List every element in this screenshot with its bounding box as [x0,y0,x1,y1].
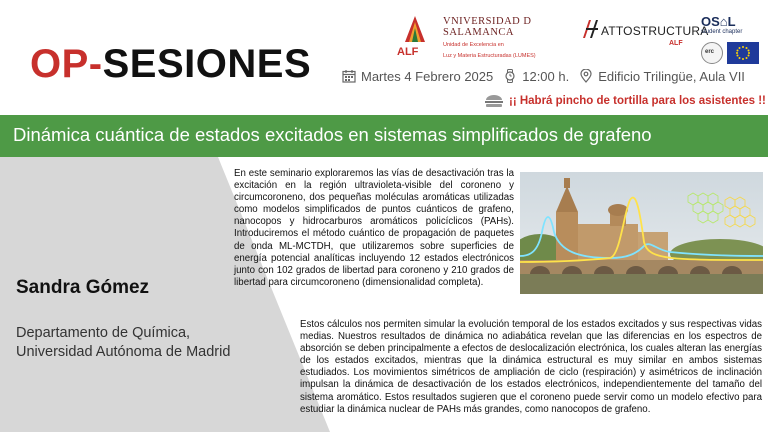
series-title [30,42,311,87]
usal-sub-2: Luz y Materia Estructuradas (LUMES) [443,53,536,59]
salamanca-cathedral-photo [520,172,763,294]
erc-text: erc [705,49,715,55]
osal-logo [701,14,749,35]
erc-logo [701,42,723,64]
watch-icon [503,69,517,83]
usal-name: VNIVERSIDAD D SALAMANCA [443,16,532,38]
speaker-affiliation-line-1: Departamento de Química, [16,325,191,341]
event-time-text: 12:00 h. [522,68,570,84]
speaker-name: Sandra Gómez [16,277,150,298]
event-time [503,69,569,84]
abstract-paragraph-2: Estos cálculos nos permiten simular la evolución temporal de los estados excitados y sus respectivas vidas medias. Nuestros resultados de dinámica no adiabática revelan que las diferencias en los espectros de absorción se deben principalmente a efectos de deslocalización electrónica, los cuales alteran las energías de los estados excitados, mientras que la dinámica estructural es muy similar en ambos sistemas estudiados. Los movimientos simétricos de ampliación de ciclo (respiración) y asimétricos de inclinación impulsan la dinámica de desactivación de los estados electrónicos, independientemente del tamaño del sistema aromático. Estos resultados sugieren que el coroneno puede servir como un modelo efectivo para estudiar la dinámica nuclear de PAHs más grandes, como nanocopos de grafeno. [300,319,762,415]
event-place-text: Edificio Trilingüe, Aula VII [598,68,745,84]
osal-name: OS⌂L [701,14,736,29]
attostructura-logo [581,18,709,50]
event-place [579,69,745,84]
talk-title: Dinámica cuántica de estados excitados en sistemas simplificados de grafeno [13,124,652,145]
usal-sub-1: Unidad de Excelencia en [443,42,504,48]
alf-logo [395,12,435,66]
food-notice-text: ¡¡ Habrá pincho de tortilla para los asistentes !! [509,95,766,107]
alf-logo-text: ALF [397,46,419,58]
burger-icon [484,94,504,108]
eu-flag-icon [727,42,759,64]
series-prefix: OP- [30,42,103,86]
attostructura-tag: ALF [669,40,683,47]
abstract-paragraph-1: En este seminario exploraremos las vías de desactivación tras la excitación en la región ultravioleta-visible del coroneno y circumcoroneno, dos pequeñas moléculas aromáticas utilizadas como modelos simplificados de puntos cuánticos de grafeno, nanocopos y hidrocarburos aromáticos policíclicos (PAHs). Introduciremos el método cuántico de propagación de paquetes de onda ML-MCTDH, que utilizaremos sobre superficies de energía potencial analíticas incluyendo 12 estados electrónicos junto con 102 grados de libertad para coroneno y 210 grados de libertad para circumcoroneno (dimensionalidad completa). [234,168,514,288]
osal-sub: student chapter [701,29,743,35]
event-date-text: Martes 4 Febrero 2025 [361,68,494,84]
logo-bar [395,12,762,68]
food-notice [484,92,766,110]
speaker-affiliation [16,324,246,362]
alf-flame-icon [403,14,427,44]
usal-logo [443,16,573,60]
event-date [342,69,493,84]
series-name: SESIONES [102,42,312,86]
attostructura-mark-icon [581,18,599,40]
speaker-affiliation-line-2: Universidad Autónoma de Madrid [16,344,231,360]
calendar-icon [342,69,356,83]
event-info [342,66,755,86]
attostructura-name: ATTOSTRUCTURA [601,24,709,38]
location-pin-icon [579,69,593,83]
talk-title-banner [0,115,768,157]
